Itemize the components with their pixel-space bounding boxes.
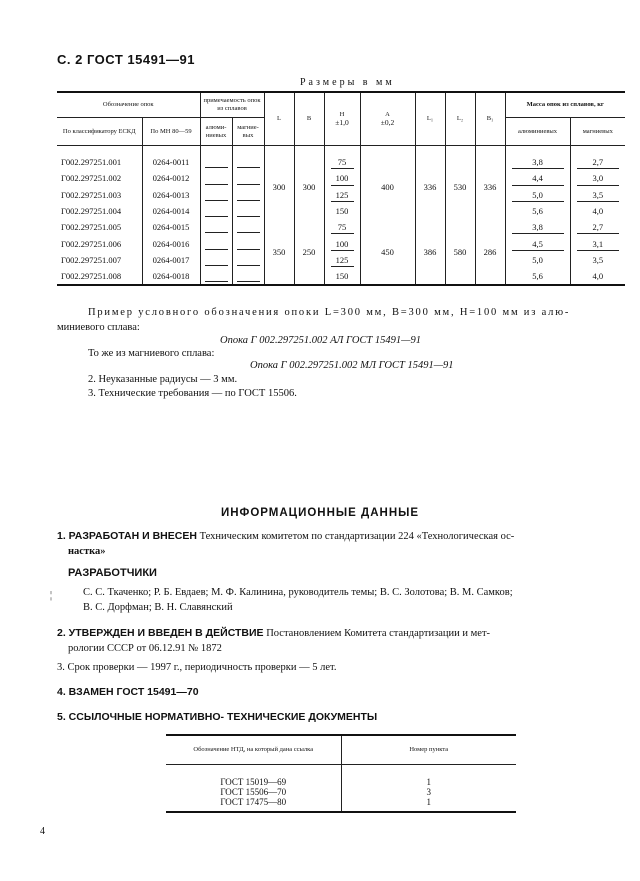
table-row <box>57 235 625 251</box>
cell-A: 450 <box>360 219 415 285</box>
cell-mass-al: 4,4 <box>505 170 570 186</box>
developers-line2: В. С. Дорфман; В. Н. Славянский <box>83 602 233 613</box>
table-row <box>57 268 625 285</box>
header-al: алюми-ниевых <box>200 118 232 146</box>
cell-al <box>200 252 232 268</box>
note-radii: 2. Неуказанные радиусы — 3 мм. <box>88 374 238 385</box>
info-item-3: 3. Срок проверки — 1997 г., периодичность проверки — 5 лет. <box>57 662 337 673</box>
cell-eskd: Г002.297251.006 <box>61 238 122 249</box>
table-row <box>57 170 625 186</box>
header-designation: Обозначение опок <box>57 92 200 118</box>
units-caption: Размеры в мм <box>300 77 395 88</box>
cell-L2: 530 <box>445 146 475 220</box>
cell-mass-al: 4,5 <box>505 235 570 251</box>
cell-mass-mg: 4,0 <box>570 203 625 219</box>
ref-item: 1 <box>341 765 516 788</box>
cell-mass-al: 5,6 <box>505 268 570 285</box>
header-mg: магние-вых <box>232 118 264 146</box>
info-item-2 <box>57 626 490 641</box>
note-requirements: 3. Технические требования — по ГОСТ 15506. <box>88 388 297 399</box>
cell-L: 350 <box>264 219 294 285</box>
table-row <box>166 797 516 812</box>
ref-item: 3 <box>341 787 516 797</box>
developers-line1: С. С. Ткаченко; Р. Б. Евдаев; М. Ф. Калинина, руководитель темы; В. С. Золотова; В. М. Самков; <box>83 587 513 598</box>
table-row <box>57 146 625 171</box>
cell-eskd: Г002.297251.001 <box>61 157 122 168</box>
cell-L2: 580 <box>445 219 475 285</box>
cell-mass-mg: 3,5 <box>570 187 625 203</box>
cell-H: 75 <box>324 146 360 171</box>
dimensions-table <box>57 91 625 286</box>
refs-header-item: Номер пункта <box>341 735 516 765</box>
cell-mn: 0264-0012 <box>142 170 200 186</box>
info-item-2-head: 2. УТВЕРЖДЕН И ВВЕДЕН В ДЕЙСТВИЕ <box>57 627 264 639</box>
cell-B: 300 <box>294 146 324 220</box>
cell-mn: 0264-0017 <box>142 252 200 268</box>
ref-doc: ГОСТ 15506—70 <box>220 787 287 797</box>
table-row <box>57 203 625 219</box>
info-item-1-head: 1. РАЗРАБОТАН И ВНЕСЕН <box>57 530 197 542</box>
cell-mg <box>232 187 264 203</box>
cell-mn: 0264-0018 <box>142 268 200 285</box>
info-item-5: 5. ССЫЛОЧНЫЕ НОРМАТИВНО- ТЕХНИЧЕСКИЕ ДОКУМЕНТЫ <box>57 711 378 723</box>
cell-eskd: Г002.297251.004 <box>61 206 122 217</box>
header-H-tolerance: ±1,0 <box>335 117 349 127</box>
ref-doc: ГОСТ 17475—80 <box>220 797 287 807</box>
cell-mg <box>232 219 264 235</box>
cell-mn: 0264-0011 <box>142 146 200 171</box>
header-applicability: примечаемость опок из сплавов <box>200 92 264 118</box>
table-row <box>57 252 625 268</box>
cell-mg <box>232 252 264 268</box>
info-item-1 <box>57 529 627 544</box>
cell-mass-mg: 4,0 <box>570 268 625 285</box>
cell-H: 125 <box>324 252 360 268</box>
cell-mass-al: 5,0 <box>505 187 570 203</box>
table-row <box>57 219 625 235</box>
cell-al <box>200 219 232 235</box>
cell-al <box>200 187 232 203</box>
header-L: L <box>264 92 294 146</box>
example-line2: миниевого сплава: <box>57 322 140 333</box>
cell-al <box>200 235 232 251</box>
cell-mn: 0264-0013 <box>142 187 200 203</box>
header-mass-al: алюминиевых <box>505 118 570 146</box>
example-mg-intro: То же из магниевого сплава: <box>88 348 215 359</box>
table-row <box>166 787 516 797</box>
header-L2: L₂ <box>445 92 475 146</box>
cell-eskd: Г002.297251.008 <box>61 271 122 282</box>
cell-H: 125 <box>324 187 360 203</box>
header-mass: Масса опок из сплавов, кг <box>505 92 625 118</box>
info-title: ИНФОРМАЦИОННЫЕ ДАННЫЕ <box>220 507 420 519</box>
cell-mg <box>232 235 264 251</box>
header-by-mn: По МН 80—59 <box>142 118 200 146</box>
cell-mn: 0264-0014 <box>142 203 200 219</box>
cell-eskd: Г002.297251.002 <box>61 173 122 184</box>
cell-L1: 336 <box>415 146 445 220</box>
cell-mg <box>232 170 264 186</box>
cell-al <box>200 170 232 186</box>
header-by-eskd: По классификатору ЕСКД <box>57 118 142 146</box>
header-B1: B₁ <box>475 92 505 146</box>
cell-A: 400 <box>360 146 415 220</box>
table-row <box>166 765 516 788</box>
info-item-2-text: Постановлением Комитета стандартизации и мет- <box>263 628 491 639</box>
cell-B1: 336 <box>475 146 505 220</box>
references-table <box>166 734 516 813</box>
cell-L: 300 <box>264 146 294 220</box>
table-row <box>57 187 625 203</box>
cell-eskd: Г002.297251.005 <box>61 222 122 233</box>
info-item-2-cont: рологии СССР от 06.12.91 № 1872 <box>68 643 222 654</box>
header-A-label: A <box>385 110 390 118</box>
info-item-4: 4. ВЗАМЕН ГОСТ 15491—70 <box>57 686 199 698</box>
cell-al <box>200 203 232 219</box>
cell-B1: 286 <box>475 219 505 285</box>
cell-mass-mg: 3,1 <box>570 235 625 251</box>
cell-mass-mg: 2,7 <box>570 219 625 235</box>
cell-mass-al: 5,6 <box>505 203 570 219</box>
cell-H: 150 <box>324 268 360 285</box>
cell-mass-al: 5,0 <box>505 252 570 268</box>
header-mass-mg: магниевых <box>570 118 625 146</box>
cell-H: 100 <box>324 170 360 186</box>
cell-B: 250 <box>294 219 324 285</box>
cell-mass-mg: 3,0 <box>570 170 625 186</box>
cell-mass-mg: 3,5 <box>570 252 625 268</box>
cell-mg <box>232 203 264 219</box>
cell-H: 100 <box>324 235 360 251</box>
header-A-tolerance: ±0,2 <box>380 117 395 127</box>
cell-mg <box>232 146 264 171</box>
example-line1: Пример условного обозначения опоки L=300 мм, B=300 мм, H=100 мм из алю- <box>88 307 571 318</box>
ref-item: 1 <box>341 797 516 812</box>
cell-al <box>200 268 232 285</box>
refs-header-doc: Обозначение НТД, на который дана ссылка <box>166 735 341 765</box>
cell-L1: 386 <box>415 219 445 285</box>
cell-eskd: Г002.297251.003 <box>61 189 122 200</box>
margin-mark: ¦ <box>50 590 53 601</box>
header-H <box>324 92 360 146</box>
cell-mn: 0264-0016 <box>142 235 200 251</box>
page-header: С. 2 ГОСТ 15491—91 <box>57 52 195 67</box>
cell-mass-al: 3,8 <box>505 146 570 171</box>
page-number: 4 <box>40 826 45 837</box>
cell-mn: 0264-0015 <box>142 219 200 235</box>
cell-al <box>200 146 232 171</box>
header-B: B <box>294 92 324 146</box>
cell-mass-mg: 2,7 <box>570 146 625 171</box>
header-L1: L₁ <box>415 92 445 146</box>
cell-H: 150 <box>324 203 360 219</box>
developers-heading: РАЗРАБОТЧИКИ <box>68 567 157 579</box>
info-item-1-cont: настка» <box>68 546 106 557</box>
info-item-1-text: Техническим комитетом по стандартизации 224 «Технологическая ос- <box>196 531 515 542</box>
cell-eskd: Г002.297251.007 <box>61 254 122 265</box>
header-A <box>360 92 415 146</box>
header-H-label: H <box>339 110 345 118</box>
ref-doc: ГОСТ 15019—69 <box>220 777 287 787</box>
cell-mass-al: 3,8 <box>505 219 570 235</box>
cell-mg <box>232 268 264 285</box>
example-code-mg: Опока Г 002.297251.002 МЛ ГОСТ 15491—91 <box>250 360 454 371</box>
example-code-al: Опока Г 002.297251.002 АЛ ГОСТ 15491—91 <box>220 335 421 346</box>
cell-H: 75 <box>324 219 360 235</box>
